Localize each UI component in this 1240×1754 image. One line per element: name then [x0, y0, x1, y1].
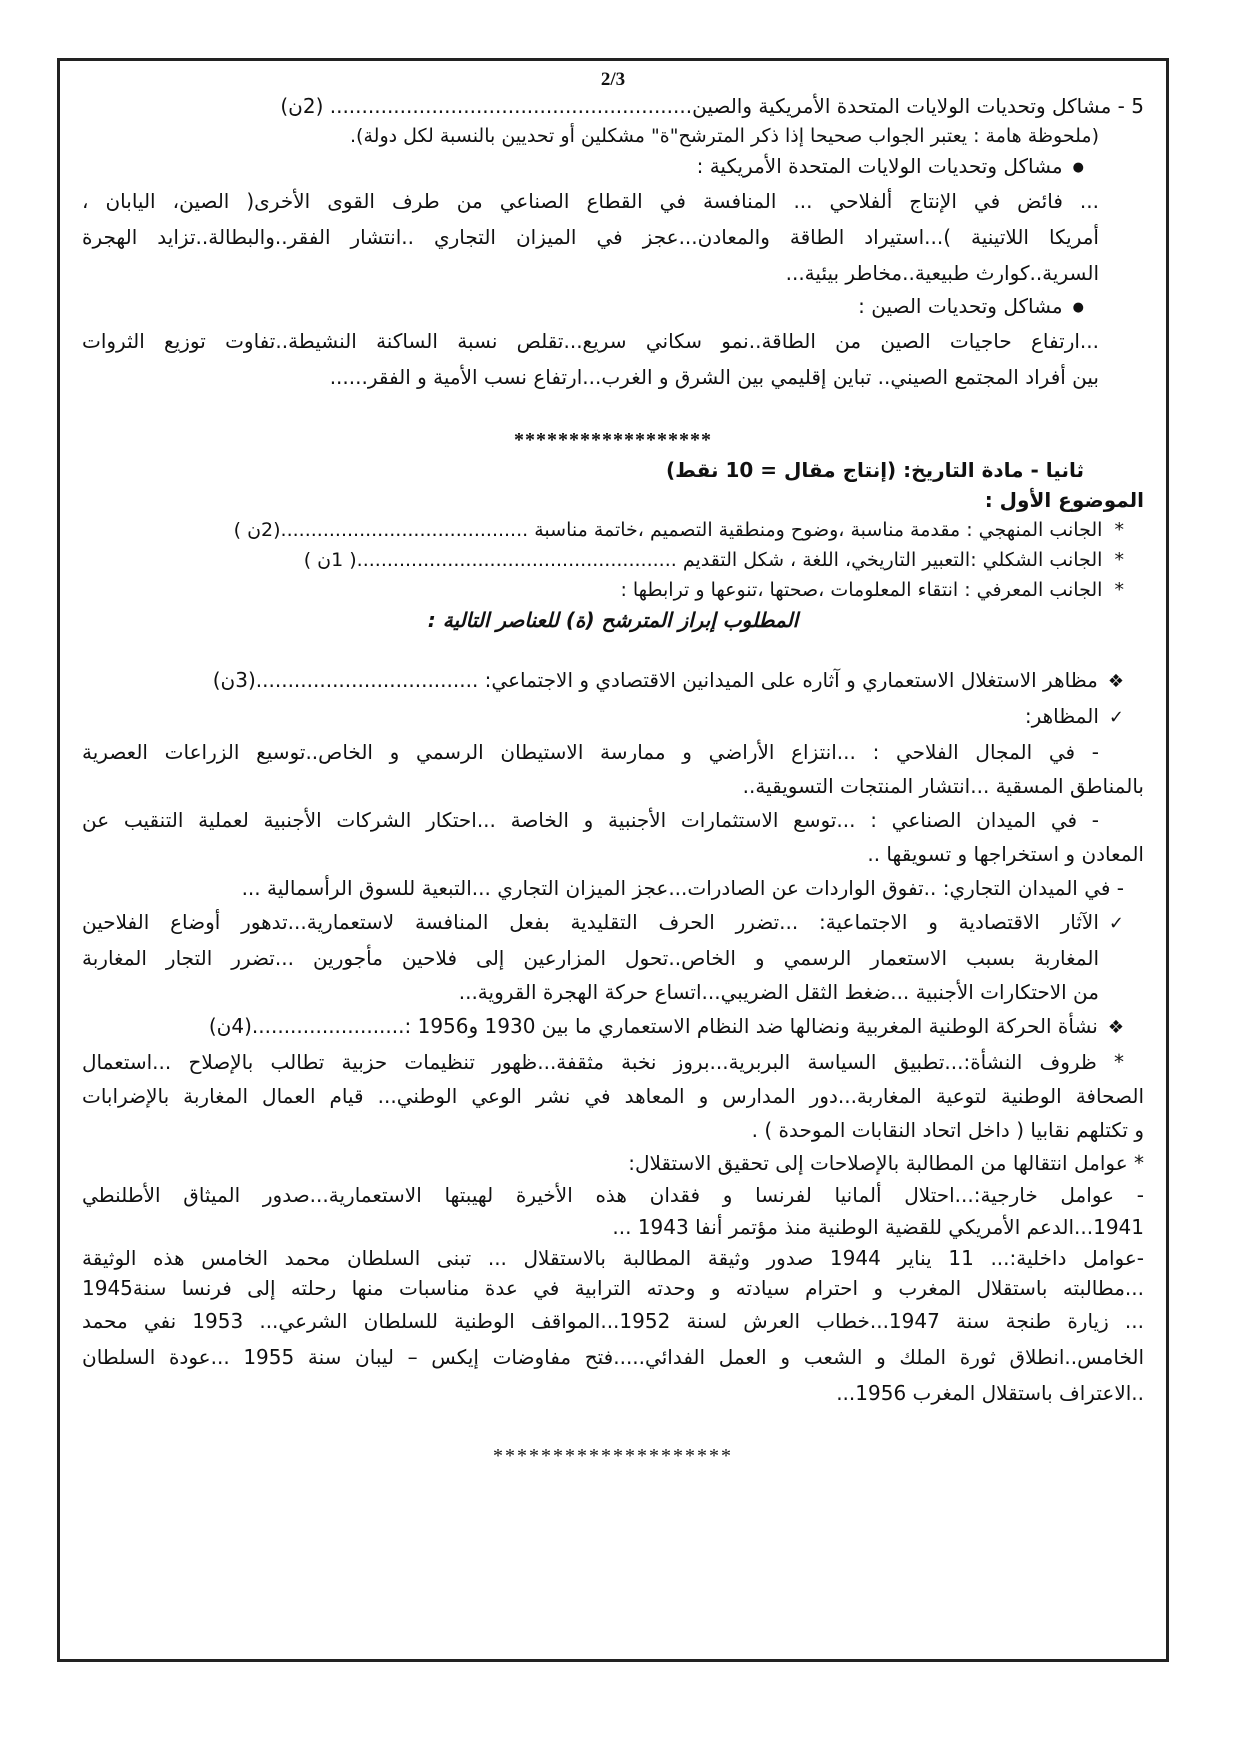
- part1-title: [82, 663, 1144, 699]
- effects-line-1: [82, 905, 1144, 941]
- internal-line-4: الخامس..انطلاق ثورة الملك و الشعب و العمل الفدائي.....فتح مفاوضات إيكس – ليبان سنة 1955 ...عودة السلطان: [82, 1345, 1144, 1369]
- agri-line-2: بالمناطق المسقية ...انتشار المنتجات التسويقية..: [742, 774, 1144, 798]
- criterion-knowledge-text: الجانب المعرفي : انتقاء المعلومات ،صحتها ،تنوعها و ترابطها :: [620, 579, 1103, 601]
- criterion-method-text: الجانب المنهجي : مقدمة مناسبة ،وضوح ومنطقية التصميم ،خاتمة مناسبة: [534, 519, 1103, 541]
- external-line-2: 1941...الدعم الأمريكي للقضية الوطنية منذ مؤتمر أنفا 1943 ...: [612, 1215, 1144, 1239]
- criterion-form-score: .....................................................( 1ن ): [303, 549, 677, 571]
- industry-line-2: المعادن و استخراجها و تسويقها ..: [867, 842, 1144, 866]
- usa-heading: [82, 151, 1144, 183]
- separator-1: ******************: [514, 429, 712, 451]
- usa-line-1: ... فائض في الإنتاج ألفلاحي ... المنافسة في القطاع الصناعي من طرف القوى الأخرى( الصين، اليابان ،: [82, 189, 1099, 213]
- internal-line-2: ...مطالبته باستقلال المغرب و احترام سيادته و وحدته الترابية في عدة مناسبات منها رحلته إلى فرنسا سنة1945: [82, 1276, 1144, 1300]
- internal-line-5: ..الاعتراف باستقلال المغرب 1956...: [836, 1381, 1144, 1405]
- origins-line-2: الصحافة الوطنية لتوعية المغاربة...دور المدارس و المعاهد في نشر الوعي الوطني... قيام العمال المغاربة بالإضرابات: [82, 1084, 1144, 1108]
- criterion-form: * الجانب الشكلي :التعبير التاريخي، اللغة ، شكل التقديم .....................................................( 1ن ): [303, 549, 1124, 571]
- diamond-bullet-icon: ❖: [1107, 671, 1124, 692]
- effects-line-3: من الاحتكارات الأجنبية ...ضغط الثقل الضريبي...اتساع حركة الهجرة القروية...: [458, 980, 1099, 1004]
- trade-line: - في الميدان التجاري: ..تفوق الواردات عن الصادرات...عجز الميزان التجاري ...التبعية للسوق الرأسمالية ...: [241, 876, 1124, 900]
- topic-title: الموضوع الأول :: [984, 488, 1144, 512]
- page-content: [60, 61, 1166, 1659]
- origins-line-3: و تكتلهم نقابيا ( داخل اتحاد النقابات الموحدة ) .: [751, 1118, 1144, 1142]
- china-line-1: ...ارتفاع حاجيات الصين من الطاقة..نمو سكاني سريع...تقلص نسبة الساكنة النشيطة..تفاوت توزيع الثروات: [82, 329, 1099, 353]
- criterion-knowledge: * الجانب المعرفي : انتقاء المعلومات ،صحتها ،تنوعها و ترابطها :: [620, 579, 1124, 601]
- agri-line-1: - في المجال الفلاحي : ...انتزاع الأراضي و ممارسة الاستيطان الرسمي و الخاص..توسيع الزراعات العصرية: [82, 740, 1099, 764]
- page-number: 2/3: [600, 69, 626, 90]
- internal-line-1: -عوامل داخلية:... 11 يناير 1944 صدور وثيقة المطالبة بالاستقلال ... تبنى السلطان محمد الخامس هذه الوثيقة: [82, 1246, 1144, 1270]
- criterion-method: * الجانب المنهجي : مقدمة مناسبة ،وضوح ومنطقية التصميم ،خاتمة مناسبة .........................................(2ن ): [233, 519, 1124, 541]
- part2-title-text: نشأة الحركة الوطنية المغربية ونضالها ضد النظام الاستعماري ما بين 1930 و1956 :........................(4ن): [208, 1014, 1098, 1038]
- aspects-label-text: المظاهر:: [1024, 704, 1099, 728]
- effects-line-1-text: الآثار الاقتصادية و الاجتماعية: ...تضرر الحرف التقليدية بفعل المنافسة لاستعمارية...تدهور أوضاع الفلاحين: [82, 910, 1099, 934]
- effects-line-2: المغاربة بسبب الاستعمار الرسمي و الخاص..تحول المزارعين إلى فلاحين مأجورين ...تضرر التجار المغاربة: [82, 946, 1099, 970]
- part2-title: [82, 1009, 1144, 1045]
- china-heading: [82, 291, 1144, 323]
- check-icon: ✓: [1108, 913, 1124, 934]
- diamond-bullet-icon: ❖: [1107, 1017, 1124, 1038]
- history-section-title: ثانيا - مادة التاريخ: (إنتاج مقال = 10 نقط): [666, 458, 1084, 482]
- usa-heading-text: مشاكل وتحديات الولايات المتحدة الأمريكية :: [696, 154, 1063, 178]
- usa-line-3: السرية..كوارث طبيعية..مخاطر بيئية...: [785, 261, 1099, 285]
- q5-title: 5 - مشاكل وتحديات الولايات المتحدة الأمريكية والصين......................................................... (2ن): [280, 94, 1144, 118]
- q5-note: (ملحوظة هامة : يعتبر الجواب صحيحا إذا ذكر المترشح"ة" مشكلين أو تحديين بالنسبة لكل دولة).: [350, 125, 1099, 147]
- criterion-form-text: الجانب الشكلي :التعبير التاريخي، اللغة ، شكل التقديم: [682, 549, 1103, 571]
- criterion-method-score: .........................................(2ن ): [233, 519, 529, 541]
- external-line-1: - عوامل خارجية:...احتلال ألمانيا لفرنسا و فقدان هذه الأخيرة لهيبتها الاستعمارية...صدور الميثاق الأطلنطي: [82, 1183, 1144, 1207]
- origins-line-1: * ظروف النشأة:...تطبيق السياسة البربرية...بروز نخبة مثقفة...ظهور تنظيمات حزبية تطالب بالإصلاح ...استعمال: [82, 1050, 1124, 1074]
- check-icon: ✓: [1108, 707, 1124, 728]
- part1-title-text: مظاهر الاستغلال الاستعماري و آثاره على الميدانين الاقتصادي و الاجتماعي: ...................................(3ن): [212, 668, 1098, 692]
- internal-line-3: ... زيارة طنجة سنة 1947...خطاب العرش لسنة 1952...المواقف الوطنية للسلطان الشرعي... 1953 نفي محمد: [82, 1309, 1144, 1333]
- industry-line-1: - في الميدان الصناعي : ...توسع الاستثمارات الأجنبية و الخاصة ...احتكار الشركات الأجنبية لعملية التنقيب عن: [82, 808, 1099, 832]
- required-title: المطلوب إبراز المترشح (ة) للعناصر التالية :: [427, 608, 799, 632]
- aspects-label: [82, 699, 1144, 735]
- china-line-2: بين أفراد المجتمع الصيني.. تباين إقليمي بين الشرق و الغرب...ارتفاع نسب الأمية و الفقر......: [329, 365, 1099, 389]
- china-heading-text: مشاكل وتحديات الصين :: [858, 294, 1063, 318]
- usa-line-2: أمريكا اللاتينية )...استيراد الطاقة والمعادن...عجز في الميزان التجاري ..انتشار الفقر..والبطالة..تزايد الهجرة: [82, 225, 1099, 249]
- page-frame: [57, 58, 1169, 1662]
- separator-2: ********************: [493, 1445, 733, 1467]
- factors-title: * عوامل انتقالها من المطالبة بالإصلاحات إلى تحقيق الاستقلال:: [628, 1151, 1144, 1175]
